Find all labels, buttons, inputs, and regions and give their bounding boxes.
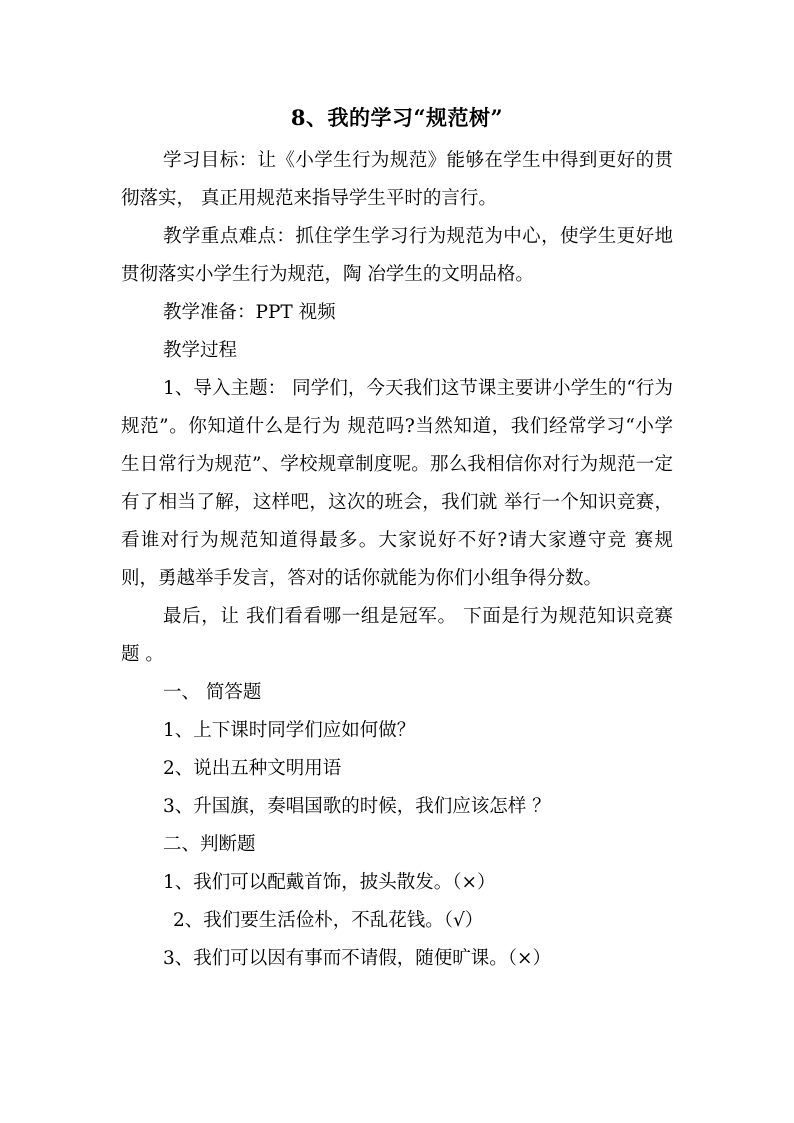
process-heading: 教学过程 — [163, 340, 238, 361]
document-body — [121, 142, 673, 978]
key-difficulty-paragraph: 教学重点难点：抓住学生学习行为规范为中心，使学生更好地贯彻落实小学生行为规范，陶 冶学生的文明品格。 — [121, 226, 673, 285]
list-item: 1、上下课时同学们应如何做？ — [163, 720, 416, 741]
preparation-paragraph: 教学准备：PPT 视频 — [163, 302, 336, 323]
list-item: 3、我们可以因有事而不请假，随便旷课。（×） — [163, 948, 552, 969]
list-item: 2、我们要生活俭朴，不乱花钱。（√） — [173, 910, 484, 931]
section-heading-short-answer: 一、 简答题 — [163, 682, 262, 703]
section-heading-true-false: 二、判断题 — [163, 834, 256, 855]
closing-paragraph: 最后，让 我们看看哪一组是冠军。 下面是行为规范知识竞赛题 。 — [121, 606, 673, 665]
list-item: 3、升国旗，奏唱国歌的时候，我们应该怎样 ？ — [163, 796, 551, 817]
list-item: 2、说出五种文明用语 — [163, 758, 342, 779]
intro-paragraph: 1、导入主题： 同学们，今天我们这节课主要讲小学生的“行为规范”。你知道什么是行为 规范吗?当然知道，我们经常学习“小学生日常行为规范”、学校规章制度呢。那么我相信你对行为规范一定有了相当了解，这样吧，这次的班会，我们就 举行一个知识竞赛，看谁对行为规范知道得最多。大家说好不好?请大家遵守竞 赛规则，勇越举手发言，答对的话你就能为你们小组争得分数。 — [121, 378, 673, 589]
list-item: 1、我们可以配戴首饰，披头散发。（×） — [163, 872, 496, 893]
learning-goal-paragraph: 学习目标：让《小学生行为规范》能够在学生中得到更好的贯彻落实， 真正用规范来指导学生平时的言行。 — [121, 150, 673, 209]
document-title: 8、我的学习“规范树” — [290, 105, 504, 130]
